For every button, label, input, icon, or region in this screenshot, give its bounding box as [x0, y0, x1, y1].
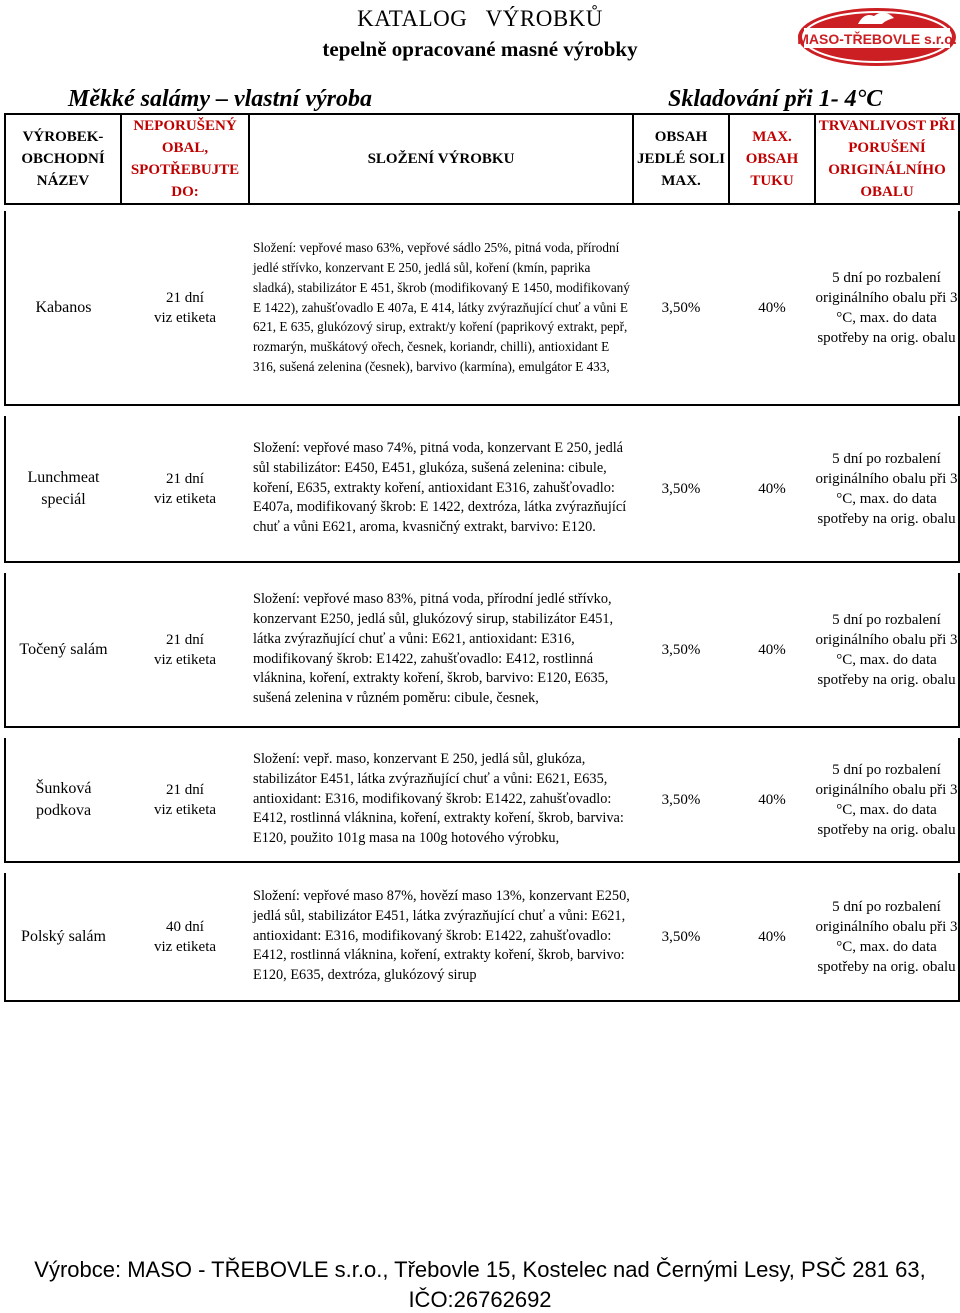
product-name: Polský salám: [5, 873, 121, 1001]
product-table: [4, 113, 960, 1002]
table-row: [5, 416, 959, 562]
table-row: [5, 738, 959, 862]
use-by-note: viz etiketa: [153, 309, 217, 326]
salt-value: 3,50%: [633, 211, 729, 405]
use-by-cell: [121, 211, 249, 405]
col-header-name: VÝROBEK-OBCHODNÍ NÁZEV: [5, 114, 121, 204]
catalog-subtitle: tepelně opracované masné výrobky: [322, 37, 638, 61]
use-by-days: 21 dní: [166, 631, 204, 648]
use-by-days: 40 dní: [166, 918, 204, 935]
composition-text: Složení: vepř. maso, konzervant E 250, jedlá sůl, glukóza, stabilizátor E451, látka zvýrazňující chuť a vůni: E621, E635, antioxidant: E316, modifikovaný škrob: E1422, zahušťovadlo: E412, rostlinná vláknina, koření, extrakty koření, škrob, barviva: E120, použito 101g masa na 100g hotového výrobku,: [249, 738, 633, 862]
use-by-note: viz etiketa: [153, 490, 217, 507]
catalog-title: KATALOG VÝROBKŮ: [357, 6, 603, 31]
use-by-cell: [121, 873, 249, 1001]
product-name: Šunková podkova: [5, 738, 121, 862]
product-name: Kabanos: [5, 211, 121, 405]
fat-value: 40%: [729, 416, 815, 562]
col-header-use-by: NEPORUŠENÝ OBAL, SPOTŘEBUJTE DO:: [121, 114, 249, 204]
use-by-cell: [121, 738, 249, 862]
shelf-life-text: 5 dní po rozbalení originálního obalu při 3 °C, max. do data spotřeby na orig. obalu: [815, 211, 959, 405]
fat-value: 40%: [729, 211, 815, 405]
col-header-salt: OBSAH JEDLÉ SOLI MAX.: [633, 114, 729, 204]
shelf-life-text: 5 dní po rozbalení originálního obalu při 3 °C, max. do data spotřeby na orig. obalu: [815, 573, 959, 727]
col-header-shelf-life: TRVANLIVOST PŘI PORUŠENÍ ORIGINÁLNÍHO OBALU: [815, 114, 959, 204]
use-by-cell: [121, 416, 249, 562]
storage-heading: Skladování při 1- 4°C: [668, 86, 883, 112]
composition-text: Složení: vepřové maso 74%, pitná voda, konzervant E 250, jedlá sůl stabilizátor: E450, E451, glukóza, sušená zelenina: cibule, koření, E635, extrakty koření, antioxidant E316, zahušťovadlo: E407a, modifikovaný škrob: E 1422, dextróza, látka zvýrazňující chuť a vůni E621, aroma, kvasničný extrakt, barvivo: E120.: [249, 416, 633, 562]
product-name: Točený salám: [5, 573, 121, 727]
fat-value: 40%: [729, 573, 815, 727]
salt-value: 3,50%: [633, 873, 729, 1001]
use-by-cell: [121, 573, 249, 727]
company-logo: [796, 6, 958, 68]
product-name: Lunchmeat speciál: [5, 416, 121, 562]
shelf-life-text: 5 dní po rozbalení originálního obalu při 3 °C, max. do data spotřeby na orig. obalu: [815, 738, 959, 862]
table-row: [5, 873, 959, 1001]
shelf-life-text: 5 dní po rozbalení originálního obalu při 3 °C, max. do data spotřeby na orig. obalu: [815, 416, 959, 562]
fat-value: 40%: [729, 738, 815, 862]
use-by-note: viz etiketa: [153, 938, 217, 955]
use-by-note: viz etiketa: [153, 801, 217, 818]
salt-value: 3,50%: [633, 738, 729, 862]
composition-text: Složení: vepřové maso 83%, pitná voda, přírodní jedlé střívko, konzervant E250, jedlá sůl, glukózový sirup, stabilizátor E451, látka zvýrazňující chuť a vůni: E621, antioxidant: E316, modifikovaný škrob: E1422, zahušťovadlo: E412, rostlinná vláknina, koření, extrakty koření, škrob, barvivo: E120, E635, sušená zelenina v různém poměru: cibule, česnek,: [249, 573, 633, 727]
composition-text: Složení: vepřové maso 87%, hovězí maso 13%, konzervant E250, jedlá sůl, stabilizátor E451, látka zvýrazňující chuť a vůni: E621, antioxidant: E316, modifikovaný škrob: E1422, zahušťovadlo: E412, rostlinná vláknina, koření, extrakty koření, škrob, barvivo: E120, E635, dextróza, glukózový sirup: [249, 873, 633, 1001]
salt-value: 3,50%: [633, 416, 729, 562]
shelf-life-text: 5 dní po rozbalení originálního obalu při 3 °C, max. do data spotřeby na orig. obalu: [815, 873, 959, 1001]
footer-address: Výrobce: MASO - TŘEBOVLE s.r.o., Třebovle 15, Kostelec nad Černými Lesy, PSČ 281 63,: [34, 1257, 926, 1282]
use-by-note: viz etiketa: [153, 651, 217, 668]
category-heading: Měkké salámy – vlastní výroba: [68, 86, 372, 112]
col-header-fat: MAX. OBSAH TUKU: [729, 114, 815, 204]
use-by-days: 21 dní: [166, 470, 204, 487]
composition-text: Složení: vepřové maso 63%, vepřové sádlo 25%, pitná voda, přírodní jedlé střívko, konzervant E 250, jedlá sůl, koření (kmín, paprika sladká), stabilizátor E 451, škrob (modifikovaný E 1450, modifikovaný E 1422), zahušťovadlo E 407a, E 414, látky zvýrazňující chuť a vůni E 621, E 635, glukózový sirup, extrakt/y koření (paprikový extrakt, pepř, rozmarýn, muškátový ořech, česnek, koriandr, chilli), antioxidant E 316, sušená zelenina (česnek), barvivo (karmína), emulgátor E 433,: [249, 211, 633, 405]
salt-value: 3,50%: [633, 573, 729, 727]
svg-text:MASO-TŘEBOVLE s.r.o.: MASO-TŘEBOVLE s.r.o.: [797, 31, 957, 47]
footer-company-id: IČO:26762692: [408, 1287, 552, 1312]
table-row: [5, 211, 959, 405]
col-header-composition: SLOŽENÍ VÝROBKU: [249, 114, 633, 204]
fat-value: 40%: [729, 873, 815, 1001]
table-row: [5, 573, 959, 727]
use-by-days: 21 dní: [166, 781, 204, 798]
use-by-days: 21 dní: [166, 289, 204, 306]
